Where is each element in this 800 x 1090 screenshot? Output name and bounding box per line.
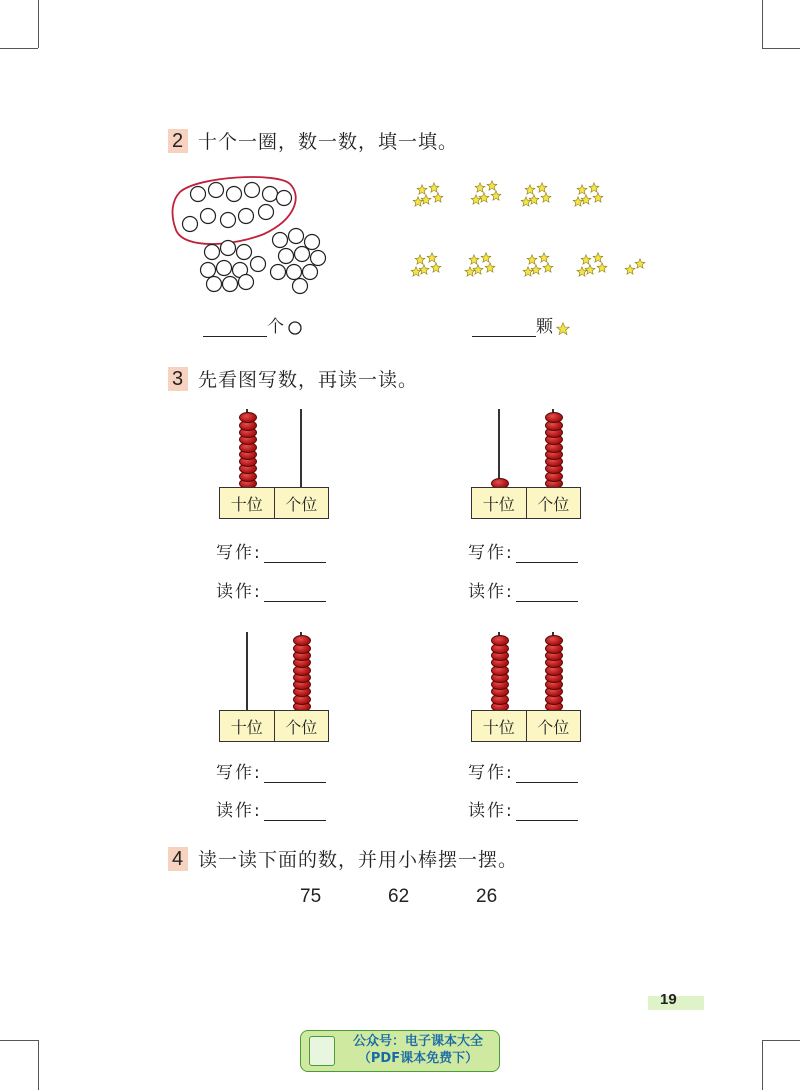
circle xyxy=(271,265,286,280)
circles-unit: 个 xyxy=(267,317,284,337)
crop-mark xyxy=(0,1040,38,1041)
abacus-base xyxy=(219,487,329,519)
circle-icon xyxy=(287,320,303,336)
read-label: 读作: xyxy=(468,582,514,602)
circle xyxy=(277,191,292,206)
star xyxy=(479,193,489,202)
crop-mark xyxy=(0,48,38,49)
circle xyxy=(223,277,238,292)
circle xyxy=(201,263,216,278)
star xyxy=(527,255,537,264)
star xyxy=(429,183,439,192)
star xyxy=(473,265,483,274)
question-text: 先看图写数，再读一读。 xyxy=(198,369,419,391)
bead xyxy=(545,635,563,646)
circles-figure xyxy=(168,174,343,299)
star xyxy=(431,263,441,272)
star xyxy=(427,253,437,262)
write-as-1 xyxy=(216,538,326,563)
read-as-4 xyxy=(468,796,578,821)
write-label: 写作: xyxy=(216,543,262,563)
read-label: 读作: xyxy=(216,582,262,602)
circle xyxy=(221,213,236,228)
star xyxy=(537,183,547,192)
stars-answer-blank[interactable] xyxy=(472,318,536,337)
ones-label: 个位 xyxy=(274,488,329,518)
star xyxy=(487,181,497,190)
bead xyxy=(491,635,509,646)
question-number: 4 xyxy=(168,847,188,871)
star xyxy=(475,183,485,192)
write-blank[interactable] xyxy=(264,764,326,783)
question-number: 3 xyxy=(168,367,188,391)
star xyxy=(481,253,491,262)
star xyxy=(541,193,551,202)
circle xyxy=(293,279,308,294)
read-blank[interactable] xyxy=(264,802,326,821)
circle xyxy=(287,265,302,280)
write-blank[interactable] xyxy=(264,544,326,563)
circle xyxy=(239,275,254,290)
read-as-3 xyxy=(216,796,326,821)
write-as-4 xyxy=(468,758,578,783)
abacus-1 xyxy=(219,409,329,539)
question-3-title xyxy=(168,365,418,392)
tens-rod xyxy=(498,409,500,487)
star xyxy=(415,255,425,264)
star xyxy=(625,265,635,274)
bead xyxy=(293,635,311,646)
circle xyxy=(303,265,318,280)
circles-answer xyxy=(203,312,303,337)
circle xyxy=(263,187,278,202)
circle xyxy=(217,261,232,276)
number-75: 75 xyxy=(300,886,322,907)
star xyxy=(585,265,595,274)
star xyxy=(469,255,479,264)
crop-mark xyxy=(38,1040,39,1090)
circles-answer-blank[interactable] xyxy=(203,318,267,337)
star xyxy=(593,193,603,202)
star xyxy=(635,259,645,268)
write-label: 写作: xyxy=(468,543,514,563)
crop-mark xyxy=(762,1040,800,1041)
number-26: 26 xyxy=(476,886,498,907)
banner-line-1: 公众号：电子课本大全 xyxy=(352,1034,483,1049)
star-icon xyxy=(556,322,570,336)
write-as-3 xyxy=(216,758,326,783)
question-4-title xyxy=(168,845,518,872)
circle xyxy=(239,209,254,224)
tens-label: 十位 xyxy=(482,717,515,737)
star xyxy=(543,263,553,272)
write-label: 写作: xyxy=(468,763,514,783)
circle xyxy=(251,257,266,272)
write-label: 写作: xyxy=(216,763,262,783)
star xyxy=(433,193,443,202)
circle xyxy=(273,233,288,248)
write-blank[interactable] xyxy=(516,544,578,563)
star xyxy=(589,183,599,192)
banner-line-2: （PDF课本免费下） xyxy=(357,1051,479,1066)
circle xyxy=(259,205,274,220)
tens-label: 十位 xyxy=(482,494,515,514)
crop-mark xyxy=(762,48,800,49)
abacus-4 xyxy=(471,632,581,762)
star xyxy=(419,265,429,274)
circle xyxy=(221,241,236,256)
tens-label: 十位 xyxy=(230,717,263,737)
read-label: 读作: xyxy=(216,801,262,821)
star xyxy=(593,253,603,262)
page-number: 19 xyxy=(660,991,677,1008)
read-blank[interactable] xyxy=(516,583,578,602)
banner-text xyxy=(341,1033,495,1067)
star xyxy=(485,263,495,272)
crop-mark xyxy=(38,0,39,48)
stars-unit: 颗 xyxy=(536,317,553,337)
circle xyxy=(209,183,224,198)
ones-label: 个位 xyxy=(526,711,581,741)
ones-label: 个位 xyxy=(274,711,329,741)
circle xyxy=(295,247,310,262)
star xyxy=(421,195,431,204)
star xyxy=(491,191,501,200)
question-2-title xyxy=(168,127,458,154)
stars-figure xyxy=(408,178,658,298)
read-blank[interactable] xyxy=(264,583,326,602)
stars-answer xyxy=(472,312,570,337)
star xyxy=(531,265,541,274)
circle xyxy=(245,183,260,198)
bead xyxy=(545,412,563,423)
read-label: 读作: xyxy=(468,801,514,821)
circle xyxy=(201,209,216,224)
star xyxy=(581,195,591,204)
abacus-base xyxy=(219,710,329,742)
write-blank[interactable] xyxy=(516,764,578,783)
circle xyxy=(311,251,326,266)
star xyxy=(525,185,535,194)
star xyxy=(597,263,607,272)
tens-rod xyxy=(246,632,248,710)
circle xyxy=(207,277,222,292)
abacus-3 xyxy=(219,632,329,762)
circle xyxy=(183,217,198,232)
bead xyxy=(239,412,257,423)
abacus-2 xyxy=(471,409,581,539)
star xyxy=(581,255,591,264)
circle xyxy=(279,249,294,264)
star xyxy=(529,195,539,204)
abacus-base xyxy=(471,710,581,742)
write-as-2 xyxy=(468,538,578,563)
abacus-base xyxy=(471,487,581,519)
number-62: 62 xyxy=(388,886,410,907)
circle xyxy=(305,235,320,250)
star xyxy=(417,185,427,194)
read-as-1 xyxy=(216,577,326,602)
ones-label: 个位 xyxy=(526,488,581,518)
star xyxy=(539,253,549,262)
ones-rod xyxy=(300,409,302,487)
circle xyxy=(289,229,304,244)
circle xyxy=(191,187,206,202)
read-as-2 xyxy=(468,577,578,602)
question-text: 读一读下面的数，并用小棒摆一摆。 xyxy=(198,849,519,871)
question-text: 十个一圈，数一数，填一填。 xyxy=(198,131,459,153)
circle xyxy=(227,187,242,202)
star xyxy=(577,185,587,194)
crop-mark xyxy=(762,0,763,48)
circle xyxy=(237,245,252,260)
circle xyxy=(205,245,220,260)
book-icon xyxy=(309,1036,335,1066)
footer-banner xyxy=(300,1030,500,1072)
tens-label: 十位 xyxy=(230,494,263,514)
crop-mark xyxy=(762,1040,763,1090)
read-blank[interactable] xyxy=(516,802,578,821)
question-number: 2 xyxy=(168,129,188,153)
